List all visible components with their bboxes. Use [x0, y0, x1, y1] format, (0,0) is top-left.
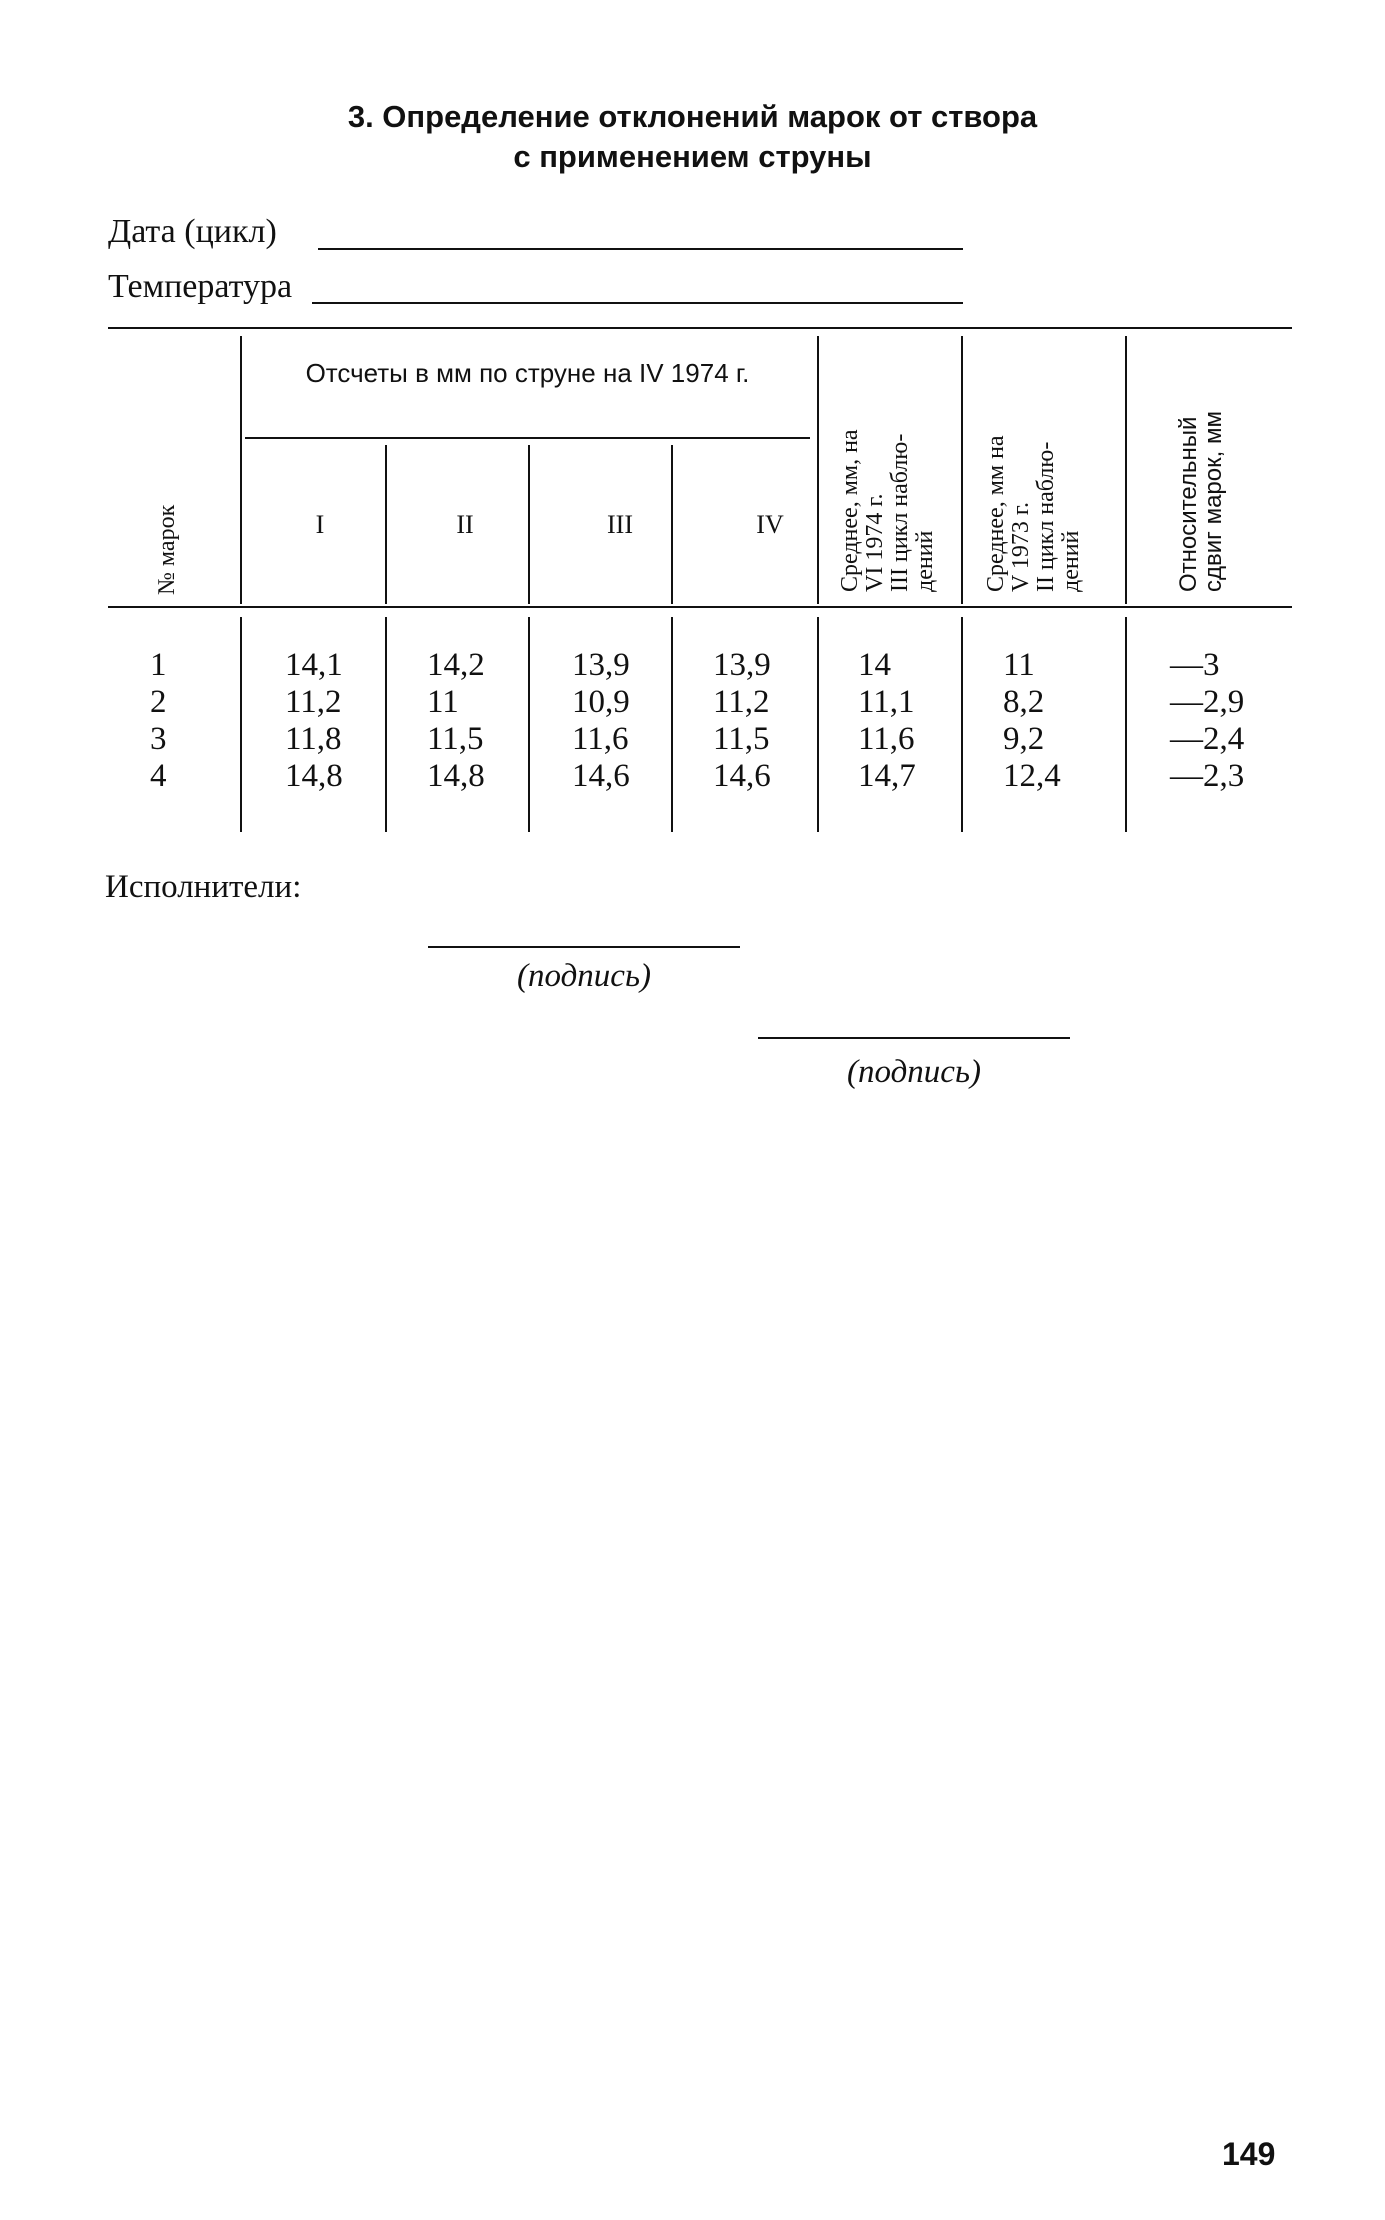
- body-divider: [961, 617, 963, 832]
- body-divider: [1125, 617, 1127, 832]
- page-subtitle: с применением струны: [513, 139, 872, 174]
- table-cell-mean-current: 11,6: [858, 721, 915, 757]
- header-relative-shift: Относительный сдвиг марок, мм: [1175, 411, 1227, 592]
- table-cell-mark: 4: [150, 758, 167, 794]
- table-cell-r3: 13,9: [572, 647, 630, 683]
- table-cell-r4: 11,5: [713, 721, 770, 757]
- table-cell-r2: 11,5: [427, 721, 484, 757]
- header-divider: [385, 445, 387, 604]
- table-cell-r2: 14,8: [427, 758, 485, 794]
- table-cell-shift: —2,3: [1170, 758, 1245, 794]
- header-divider: [817, 336, 819, 604]
- header-divider: [240, 336, 242, 604]
- table-cell-r2: 11: [427, 684, 459, 720]
- table-cell-r2: 14,2: [427, 647, 485, 683]
- table-cell-mean-previous: 8,2: [1003, 684, 1045, 720]
- table-cell-r3: 10,9: [572, 684, 630, 720]
- table-cell-shift: —2,4: [1170, 721, 1245, 757]
- table-cell-mark: 3: [150, 721, 167, 757]
- table-top-rule: [108, 327, 1292, 329]
- header-reading-4: IV: [756, 510, 784, 539]
- table-cell-mean-previous: 9,2: [1003, 721, 1045, 757]
- table-cell-r3: 14,6: [572, 758, 630, 794]
- date-label: Дата (цикл): [108, 213, 277, 250]
- temperature-label: Температура: [108, 268, 293, 305]
- header-divider: [671, 445, 673, 604]
- table-cell-shift: —2,9: [1170, 684, 1245, 720]
- table-cell-mark: 2: [150, 684, 167, 720]
- table-cell-mark: 1: [150, 647, 167, 683]
- table-cell-r1: 14,1: [285, 647, 343, 683]
- group-header-rule: [245, 437, 810, 439]
- body-divider: [528, 617, 530, 832]
- table-cell-mean-current: 14: [858, 647, 891, 683]
- table-cell-r4: 13,9: [713, 647, 771, 683]
- header-bottom-rule: [108, 606, 1292, 608]
- body-divider: [671, 617, 673, 832]
- table-cell-shift: —3: [1170, 647, 1220, 683]
- header-divider: [961, 336, 963, 604]
- signature-line-2[interactable]: [758, 1037, 1070, 1039]
- signature-line-1[interactable]: [428, 946, 740, 948]
- page-number: 149: [1222, 2136, 1276, 2172]
- header-reading-1: I: [315, 510, 325, 539]
- header-mean-current: Среднее, мм, на VI 1974 г. III цикл наблю- дений: [837, 429, 938, 592]
- temperature-field[interactable]: [312, 302, 963, 304]
- table-cell-r4: 14,6: [713, 758, 771, 794]
- signature-caption-1: (подпись): [517, 958, 651, 994]
- table-cell-mean-current: 14,7: [858, 758, 916, 794]
- header-mean-previous: Среднее, мм на V 1973 г. II цикл наблю- дений: [983, 435, 1084, 592]
- table-cell-mean-previous: 12,4: [1003, 758, 1061, 794]
- header-reading-3: III: [607, 510, 633, 539]
- header-reading-2: II: [456, 510, 474, 539]
- page-title: 3. Определение отклонений марок от створа: [347, 99, 1038, 134]
- date-field[interactable]: [318, 248, 963, 250]
- table-cell-r3: 11,6: [572, 721, 629, 757]
- table-cell-r1: 11,2: [285, 684, 342, 720]
- signature-caption-2: (подпись): [847, 1054, 981, 1090]
- table-cell-mean-previous: 11: [1003, 647, 1035, 683]
- body-divider: [385, 617, 387, 832]
- header-mark-no: № марок: [154, 504, 180, 595]
- body-divider: [817, 617, 819, 832]
- header-readings-group: Отсчеты в мм по струне на IV 1974 г.: [305, 358, 750, 388]
- header-divider: [528, 445, 530, 604]
- table-cell-r1: 14,8: [285, 758, 343, 794]
- executors-label: Исполнители:: [105, 869, 302, 905]
- table-cell-mean-current: 11,1: [858, 684, 915, 720]
- table-cell-r4: 11,2: [713, 684, 770, 720]
- body-divider: [240, 617, 242, 832]
- table-cell-r1: 11,8: [285, 721, 342, 757]
- header-divider: [1125, 336, 1127, 604]
